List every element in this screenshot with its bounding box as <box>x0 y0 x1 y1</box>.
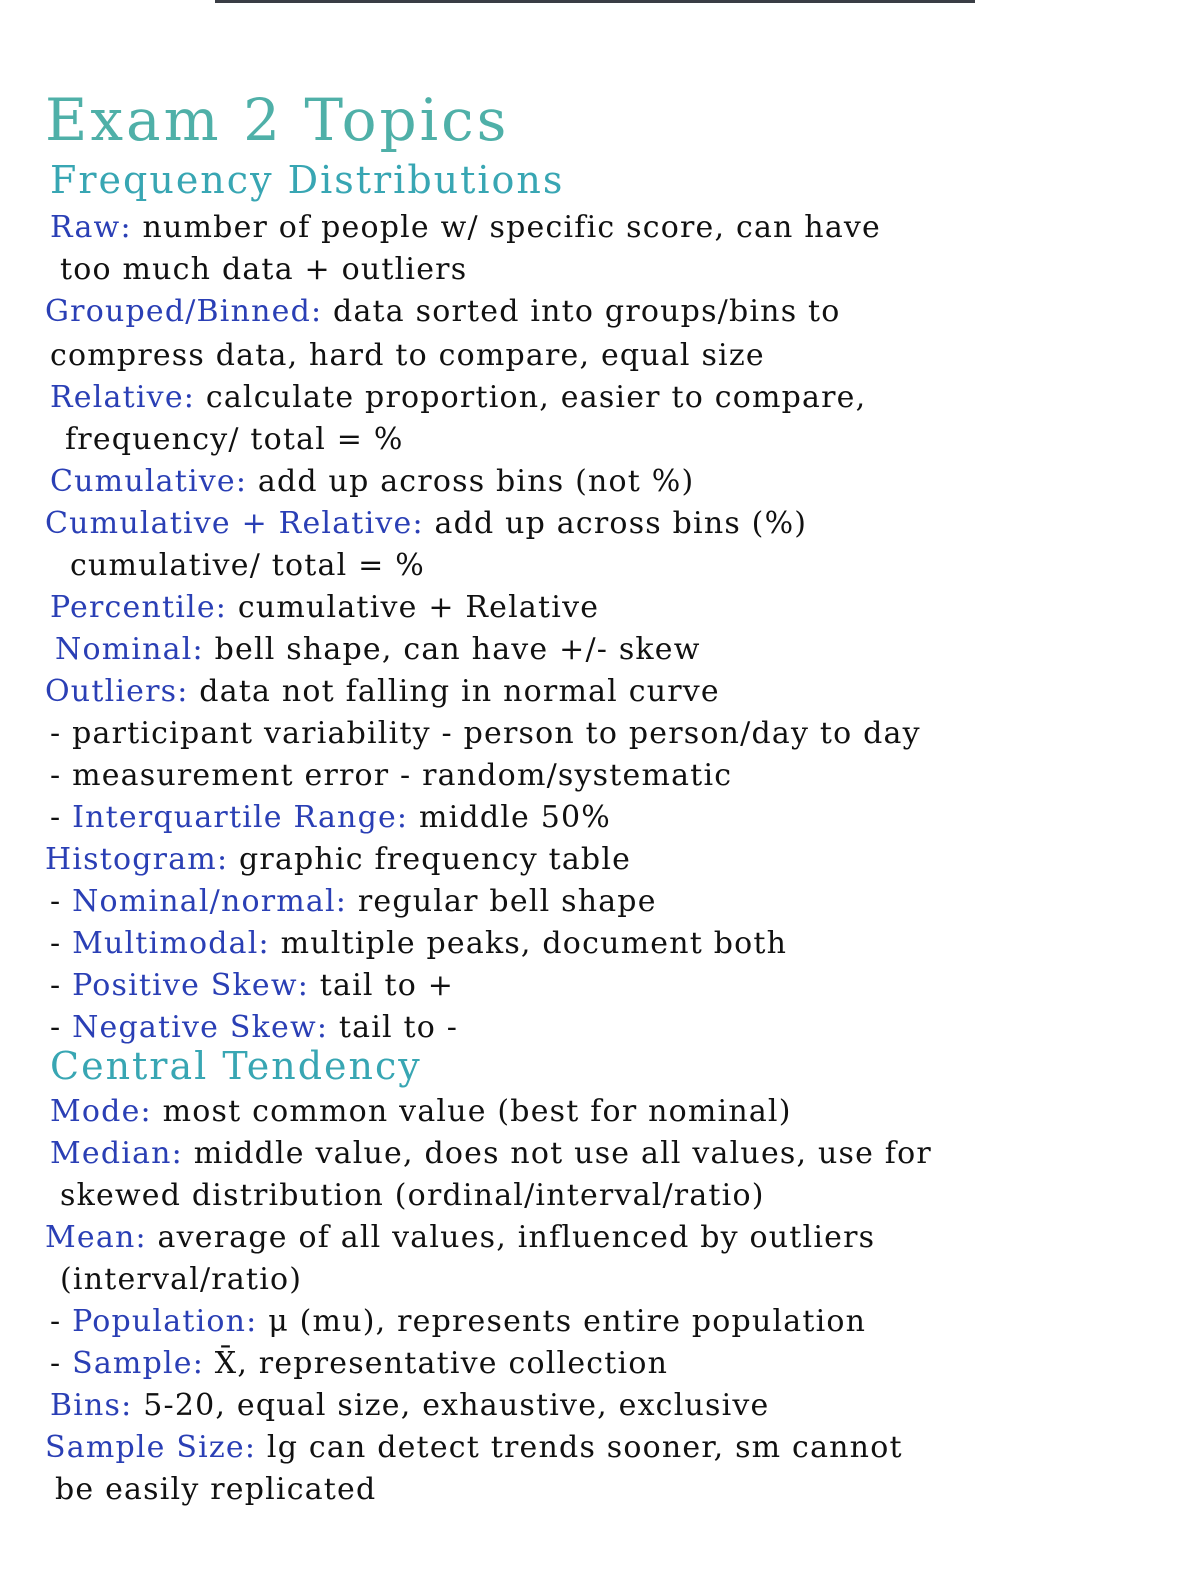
note-line <box>45 1218 875 1258</box>
bullet-dash: - <box>50 884 73 919</box>
definition-text: add up across bins (%) <box>423 506 808 541</box>
definition-text: cumulative/ total = % <box>70 548 425 583</box>
definition-text: too much data + outliers <box>60 252 468 287</box>
term-label: Median: <box>50 1136 183 1171</box>
note-line <box>60 1176 765 1216</box>
term-label: Mode: <box>50 1094 152 1129</box>
note-line <box>50 1092 792 1132</box>
definition-text: data not falling in normal curve <box>188 674 720 709</box>
definition-text: middle value, does not use all values, use for <box>183 1136 932 1171</box>
term-label: Relative: <box>50 380 196 415</box>
term-label: Sample Size: <box>45 1430 257 1465</box>
note-line <box>50 378 866 418</box>
note-line <box>60 250 467 290</box>
term-label: Population: <box>72 1304 258 1339</box>
definition-text: most common value (best for nominal) <box>151 1094 792 1129</box>
note-line <box>70 546 425 586</box>
definition-text: graphic frequency table <box>228 842 632 877</box>
term-label: Bins: <box>50 1388 133 1423</box>
definition-text: compress data, hard to compare, equal size <box>50 338 765 373</box>
heading-text: Exam 2 Topics <box>45 86 510 154</box>
term-label: Histogram: <box>45 842 229 877</box>
definition-text: X̄, representative collection <box>204 1346 669 1381</box>
note-line <box>50 1134 932 1174</box>
definition-text: frequency/ total = % <box>65 422 404 457</box>
definition-text: multiple peaks, document both <box>269 926 788 961</box>
term-label: Mean: <box>45 1220 147 1255</box>
note-line <box>50 1386 770 1426</box>
definition-text: 5-20, equal size, exhaustive, exclusive <box>132 1388 770 1423</box>
term-label: Negative Skew: <box>72 1010 329 1045</box>
definition-text: cumulative + Relative <box>227 590 600 625</box>
heading-text: Central Tendency <box>50 1044 422 1088</box>
note-line <box>50 924 787 964</box>
note-line <box>50 756 732 796</box>
definition-text: bell shape, can have +/- skew <box>203 632 701 667</box>
definition-text: number of people w/ specific score, can have <box>131 210 882 245</box>
note-line <box>50 966 454 1006</box>
note-line <box>50 588 599 628</box>
definition-text: - measurement error - random/systematic <box>50 758 733 793</box>
bullet-dash: - <box>50 800 73 835</box>
definition-text: skewed distribution (ordinal/interval/ratio) <box>60 1178 765 1213</box>
term-label: Cumulative + Relative: <box>45 506 424 541</box>
definition-text: tail to - <box>328 1010 459 1045</box>
note-line <box>45 504 807 544</box>
definition-text: - participant variability - person to person/day to day <box>50 716 921 751</box>
term-label: Grouped/Binned: <box>45 294 323 329</box>
term-label: Outliers: <box>45 674 189 709</box>
term-label: Nominal/normal: <box>72 884 348 919</box>
term-label: Positive Skew: <box>72 968 310 1003</box>
note-line <box>45 1428 903 1468</box>
definition-text: tail to + <box>309 968 455 1003</box>
note-line <box>55 1470 376 1510</box>
definition-text: lg can detect trends sooner, sm cannot <box>256 1430 903 1465</box>
bullet-dash: - <box>50 926 73 961</box>
note-line <box>65 420 404 460</box>
note-line <box>55 630 701 670</box>
term-label: Sample: <box>72 1346 205 1381</box>
note-line <box>45 292 841 332</box>
bullet-dash: - <box>50 1346 73 1381</box>
bullet-dash: - <box>50 1304 73 1339</box>
note-line <box>50 336 765 376</box>
definition-text: regular bell shape <box>347 884 657 919</box>
bullet-dash: - <box>50 1010 73 1045</box>
note-line <box>50 798 611 838</box>
note-line <box>50 882 657 922</box>
note-line <box>45 672 720 712</box>
note-line <box>50 462 694 502</box>
definition-text: add up across bins (not %) <box>247 464 695 499</box>
note-line <box>45 840 631 880</box>
definition-text: middle 50% <box>408 800 612 835</box>
term-label: Percentile: <box>50 590 228 625</box>
definition-text: calculate proportion, easier to compare, <box>195 380 867 415</box>
page-title <box>45 86 510 154</box>
term-label: Nominal: <box>55 632 204 667</box>
definition-text: data sorted into groups/bins to <box>322 294 841 329</box>
note-line <box>50 1008 458 1048</box>
term-label: Interquartile Range: <box>72 800 409 835</box>
term-label: Raw: <box>50 210 132 245</box>
heading-text: Frequency Distributions <box>50 158 565 202</box>
definition-text: average of all values, influenced by outliers <box>146 1220 876 1255</box>
note-line <box>60 1260 302 1300</box>
definition-text: μ (mu), represents entire population <box>257 1304 867 1339</box>
note-line <box>50 1344 668 1384</box>
note-line <box>50 714 921 754</box>
definition-text: be easily replicated <box>55 1472 377 1507</box>
term-label: Multimodal: <box>72 926 270 961</box>
note-line <box>50 208 881 248</box>
bullet-dash: - <box>50 968 73 1003</box>
definition-text: (interval/ratio) <box>60 1262 303 1297</box>
section-heading <box>50 160 564 200</box>
term-label: Cumulative: <box>50 464 248 499</box>
section-heading <box>50 1046 422 1086</box>
note-line <box>50 1302 866 1342</box>
